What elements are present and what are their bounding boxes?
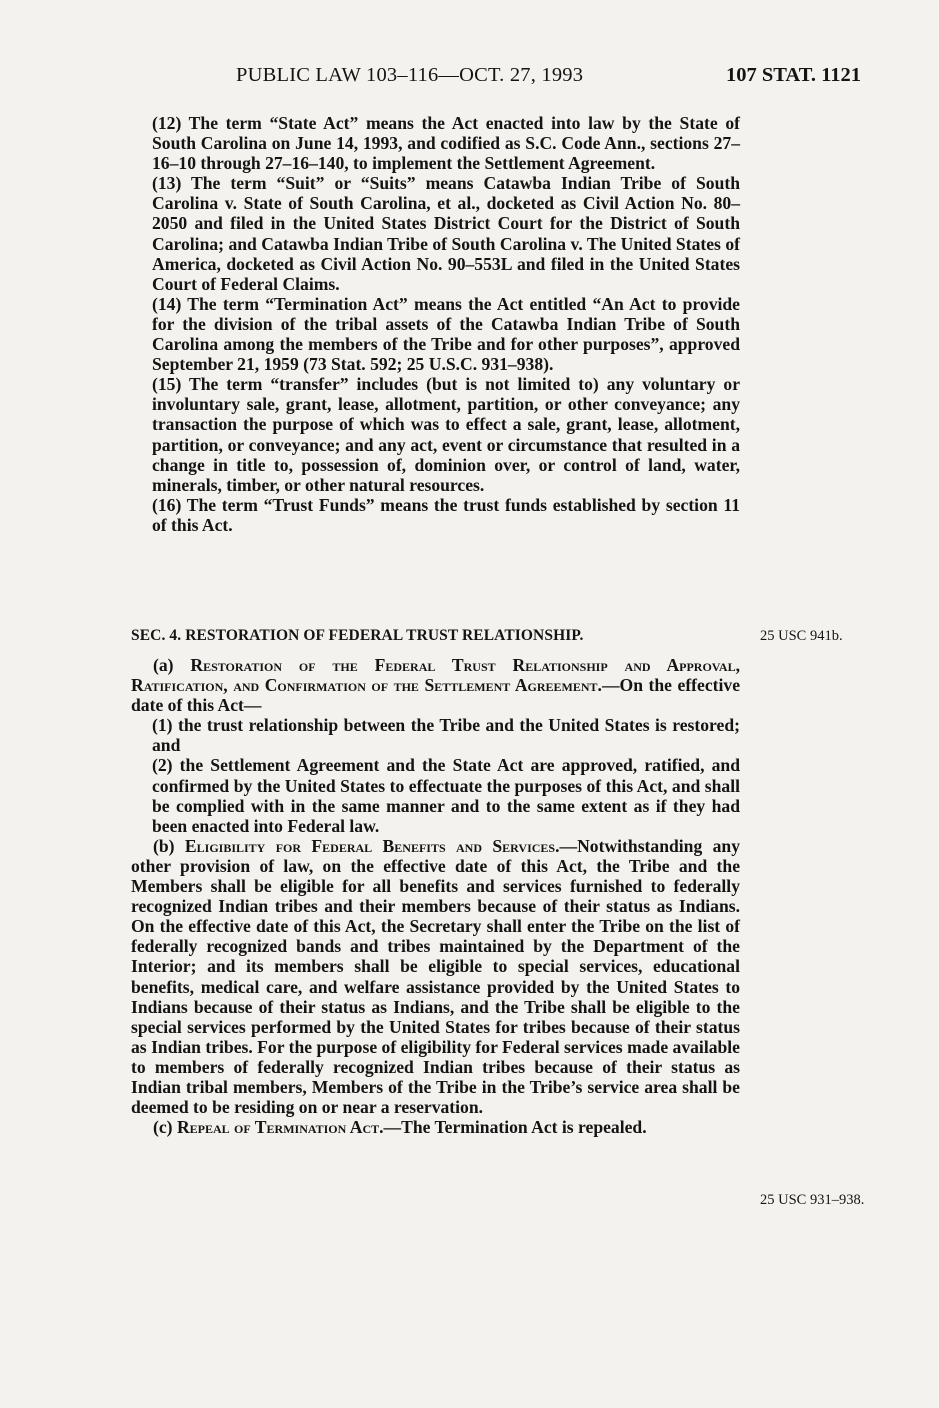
subsection-c-label: (c) xyxy=(153,1117,173,1138)
definition-12: (12) The term “State Act” means the Act enacted into law by the State of South Carolina on June 14, 1993, and codified as S.C. Code Ann., sections 27–16–10 through 27–16–140, to implement the Settlement Agreement. xyxy=(152,113,740,174)
section-heading: SEC. 4. RESTORATION OF FEDERAL TRUST RELATIONSHIP. xyxy=(131,627,584,644)
subsection-a-label: (a) xyxy=(153,655,174,675)
subsection-c xyxy=(131,1117,740,1137)
definitions-block xyxy=(152,113,740,535)
subsection-c-text: —The Termination Act is repealed. xyxy=(383,1117,647,1138)
margin-note-941b: 25 USC 941b. xyxy=(760,628,843,644)
definition-14: (14) The term “Termination Act” means the Act entitled “An Act to provide for the division of the tribal assets of the Catawba Indian Tribe of South Carolina among the members of the Tribe and for other purposes”, approved September 21, 1959 (73 Stat. 592; 25 U.S.C. 931–938). xyxy=(152,293,740,375)
definition-16: (16) The term “Trust Funds” means the trust funds established by section 11 of this Act. xyxy=(152,494,740,535)
section-4-body xyxy=(131,655,740,1137)
running-head: PUBLIC LAW 103–116—OCT. 27, 1993 xyxy=(236,64,584,86)
subsection-a-item-1: (1) the trust relationship between the Tribe and the United States is restored; and xyxy=(152,715,740,756)
definition-13: (13) The term “Suit” or “Suits” means Catawba Indian Tribe of South Carolina v. State of South Carolina, et al., docketed as Civil Action No. 80–2050 and filed in the United States District Court for the District of South Carolina; and Catawba Indian Tribe of South Carolina v. The United States of America, docketed as Civil Action No. 90–553L and filed in the United States Court of Federal Claims. xyxy=(152,173,740,294)
stat-citation: 107 STAT. 1121 xyxy=(726,64,861,86)
margin-note-931-938: 25 USC 931–938. xyxy=(760,1192,865,1208)
subsection-a-lead: —On the effective date of this Act— xyxy=(131,675,741,716)
subsection-c-caption: Repeal of Termination Act. xyxy=(176,1117,384,1138)
subsection-b-label: (b) xyxy=(153,835,175,856)
subsection-b-caption: Eligibility for Federal Benefits and Services. xyxy=(184,835,560,856)
subsection-b xyxy=(131,836,740,1117)
subsection-a xyxy=(131,655,740,715)
definition-15: (15) The term “transfer” includes (but is not limited to) any voluntary or involuntary sale, grant, lease, allotment, partition, or other conveyance; any transaction the purpose of which was to effect a sale, grant, lease, allotment, partition, or conveyance; and any act, event or circumstance that resulted in a change in title to, possession of, dominion over, or control of land, water, minerals, timber, or other natural resources. xyxy=(152,374,740,495)
subsection-a-caption: Restoration of the Federal Trust Relationship and Approval, Ratification, and Confirmation of the Settlement Agreement. xyxy=(131,655,740,696)
subsection-b-text: —Notwithstanding any other provision of law, on the effective date of this Act, the Tribe and the Members shall be eligible for all benefits and services furnished to federally recognized Indian tribes and their members because of their status as Indians. On the effective date of this Act, the Secretary shall enter the Tribe on the list of federally recognized bands and tribes maintained by the Department of the Interior; and its members shall be eligible to special services, educational benefits, medical care, and welfare assistance provided by the United States to Indians because of their status as Indians, and the Tribe shall be eligible to the special services performed by the United States for tribes because of their status as Indian tribes. For the purpose of eligibility for Federal services made available to members of federally recognized Indian tribes because of their status as Indian tribal members, Members of the Tribe in the Tribe’s service area shall be deemed to be residing on or near a reservation. xyxy=(131,835,740,1118)
subsection-a-item-2: (2) the Settlement Agreement and the State Act are approved, ratified, and confirmed by the United States to effectuate the purposes of this Act, and shall be complied with in the same manner and to the same extent as if they had been enacted into Federal law. xyxy=(152,755,740,836)
